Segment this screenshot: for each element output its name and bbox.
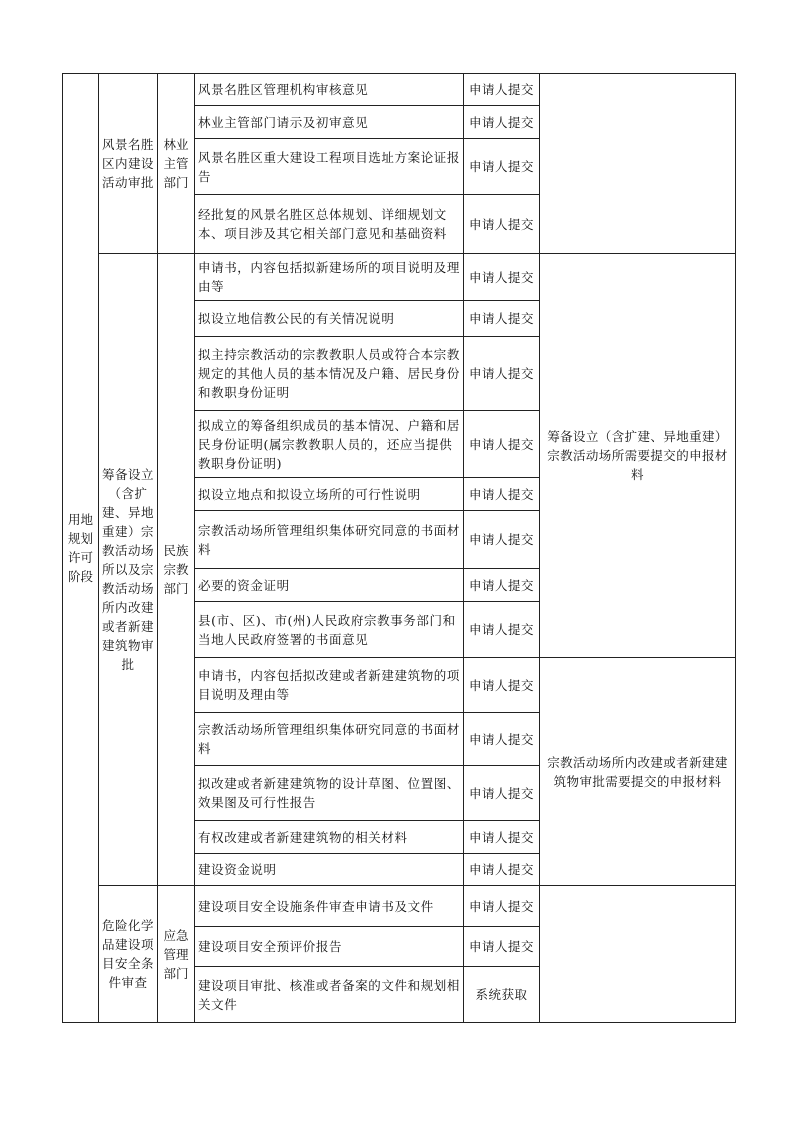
source-cell: 申请人提交 <box>464 478 540 511</box>
material-cell: 宗教活动场所管理组织集体研究同意的书面材料 <box>195 511 464 569</box>
source-cell: 申请人提交 <box>464 821 540 854</box>
note-cell: 宗教活动场所内改建或者新建建筑物审批需要提交的申报材料 <box>540 658 736 886</box>
material-cell: 必要的资金证明 <box>195 569 464 602</box>
source-cell: 申请人提交 <box>464 886 540 927</box>
material-cell: 申请书，内容包括拟改建或者新建建筑物的项目说明及理由等 <box>195 658 464 713</box>
material-cell: 有权改建或者新建建筑物的相关材料 <box>195 821 464 854</box>
material-cell: 风景名胜区重大建设工程项目选址方案论证报告 <box>195 139 464 195</box>
material-cell: 拟设立地信教公民的有关情况说明 <box>195 301 464 337</box>
material-cell: 风景名胜区管理机构审核意见 <box>195 74 464 106</box>
source-cell: 申请人提交 <box>464 766 540 821</box>
materials-table <box>62 73 736 1023</box>
source-cell: 申请人提交 <box>464 602 540 658</box>
material-cell: 拟成立的筹备组织成员的基本情况、户籍和居民身份证明(属宗教教职人员的，还应当提供教职身份证明) <box>195 411 464 478</box>
item-cell: 筹备设立（含扩建、异地重建）宗教活动场所以及宗教活动场所内改建或者新建建筑物审批 <box>99 254 158 886</box>
source-cell: 申请人提交 <box>464 927 540 967</box>
source-cell: 申请人提交 <box>464 301 540 337</box>
source-cell: 申请人提交 <box>464 713 540 766</box>
dept-cell: 应急管理部门 <box>158 886 195 1023</box>
material-cell: 县(市、区)、市(州)人民政府宗教事务部门和当地人民政府签署的书面意见 <box>195 602 464 658</box>
source-cell: 申请人提交 <box>464 569 540 602</box>
table-row <box>63 74 736 106</box>
material-cell: 拟主持宗教活动的宗教教职人员或符合本宗教规定的其他人员的基本情况及户籍、居民身份和教职身份证明 <box>195 337 464 411</box>
source-cell: 申请人提交 <box>464 854 540 886</box>
note-cell <box>540 886 736 1023</box>
dept-cell: 民族宗教部门 <box>158 254 195 886</box>
table-row <box>63 886 736 927</box>
dept-cell: 林业主管部门 <box>158 74 195 254</box>
material-cell: 建设资金说明 <box>195 854 464 886</box>
table-row <box>63 254 736 301</box>
material-cell: 拟设立地点和拟设立场所的可行性说明 <box>195 478 464 511</box>
material-cell: 建设项目审批、核准或者备案的文件和规划相关文件 <box>195 967 464 1023</box>
source-cell: 申请人提交 <box>464 511 540 569</box>
source-cell: 申请人提交 <box>464 411 540 478</box>
note-cell <box>540 74 736 254</box>
source-cell: 申请人提交 <box>464 658 540 713</box>
stage-cell: 用地规划许可阶段 <box>63 74 99 1023</box>
material-cell: 申请书，内容包括拟新建场所的项目说明及理由等 <box>195 254 464 301</box>
item-cell: 风景名胜区内建设活动审批 <box>99 74 158 254</box>
source-cell: 申请人提交 <box>464 74 540 106</box>
source-cell: 申请人提交 <box>464 139 540 195</box>
material-cell: 建设项目安全预评价报告 <box>195 927 464 967</box>
source-cell: 申请人提交 <box>464 337 540 411</box>
material-cell: 宗教活动场所管理组织集体研究同意的书面材料 <box>195 713 464 766</box>
item-cell: 危险化学品建设项目安全条件审查 <box>99 886 158 1023</box>
material-cell: 拟改建或者新建建筑物的设计草图、位置图、效果图及可行性报告 <box>195 766 464 821</box>
material-cell: 经批复的风景名胜区总体规划、详细规划文本、项目涉及其它相关部门意见和基础资料 <box>195 195 464 254</box>
material-cell: 林业主管部门请示及初审意见 <box>195 106 464 139</box>
material-cell: 建设项目安全设施条件审查申请书及文件 <box>195 886 464 927</box>
source-cell: 申请人提交 <box>464 106 540 139</box>
source-cell: 申请人提交 <box>464 254 540 301</box>
source-cell: 系统获取 <box>464 967 540 1023</box>
source-cell: 申请人提交 <box>464 195 540 254</box>
note-cell: 筹备设立（含扩建、异地重建）宗教活动场所需要提交的申报材料 <box>540 254 736 658</box>
